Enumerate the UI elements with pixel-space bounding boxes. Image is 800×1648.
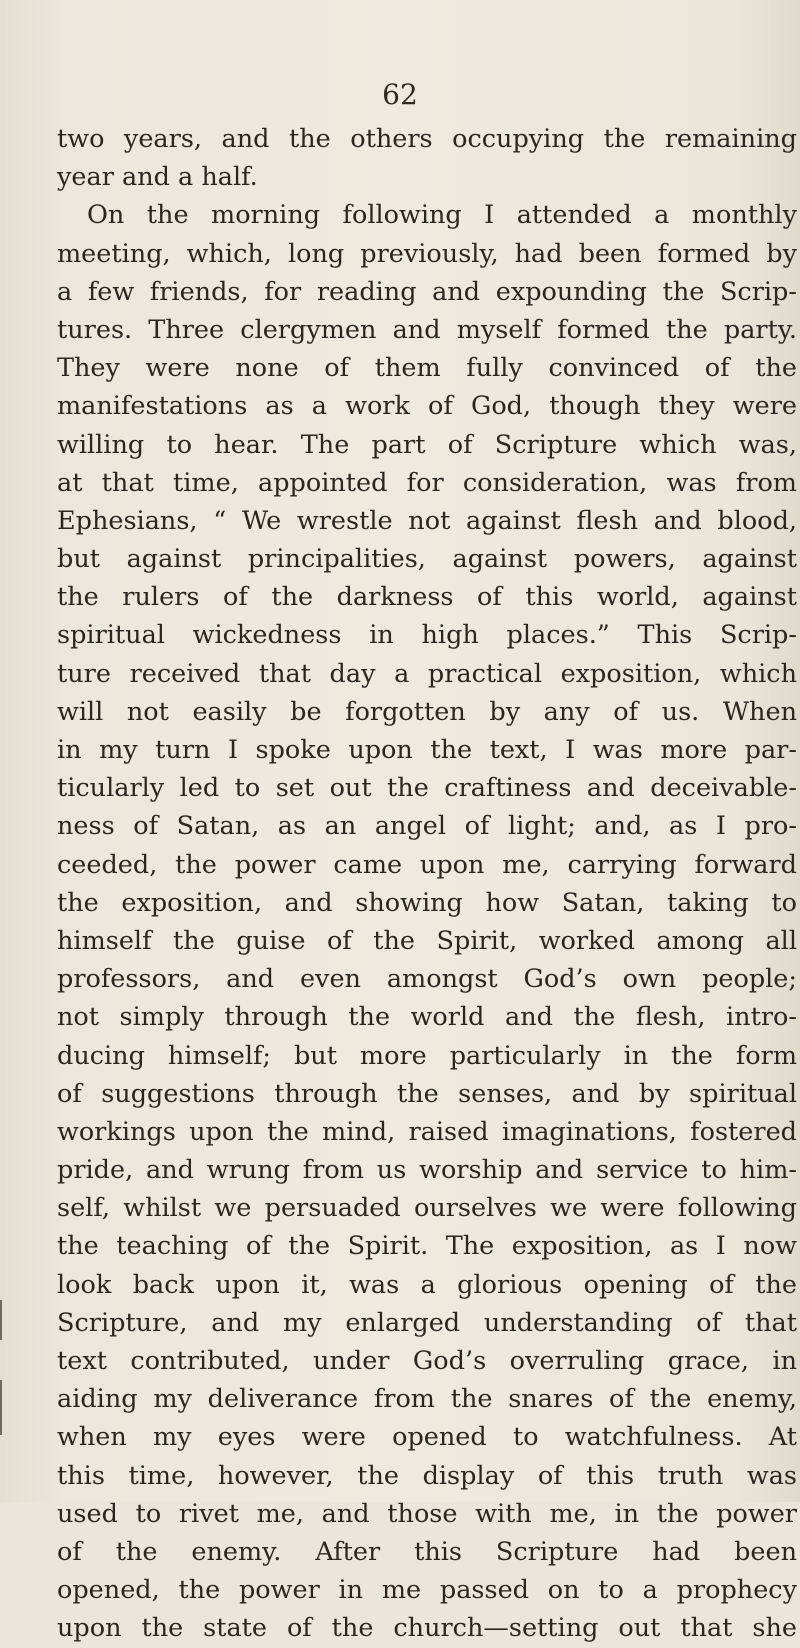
text-line: of the enemy. After this Scripture had been [57,1536,797,1567]
text-line: the teaching of the Spirit. The exposition, as I now [57,1231,797,1262]
body-text [57,120,797,1648]
text-line: himself the guise of the Spirit, worked among all [57,925,797,956]
text-line: Ephesians, “ We wrestle not against flesh and blood, [57,505,797,536]
text-line: at that time, appointed for consideration, was from [57,467,797,498]
text-line: workings upon the mind, raised imaginations, fostered [57,1116,797,1147]
text-line: a few friends, for reading and expounding the Scrip- [57,276,797,307]
page-edge-mark [0,1300,2,1340]
page-edge-mark [0,1380,2,1435]
text-line: ceeded, the power came upon me, carrying forward [57,849,797,880]
text-line: tures. Three clergymen and myself formed the party. [57,314,797,345]
text-line: of suggestions through the senses, and by spiritual [57,1078,797,1109]
text-line: ducing himself; but more particularly in the form [57,1040,797,1071]
text-line: not simply through the world and the flesh, intro- [57,1002,797,1033]
text-line: They were none of them fully convinced of the [57,353,797,384]
text-line: Scripture, and my enlarged understanding of that [57,1307,797,1338]
text-line: ture received that day a practical exposition, which [57,658,797,689]
text-line: meeting, which, long previously, had been formed by [57,238,797,269]
text-line: spiritual wickedness in high places.” This Scrip- [57,620,797,651]
text-line: pride, and wrung from us worship and service to him- [57,1155,797,1186]
text-line: willing to hear. The part of Scripture which was, [57,429,797,460]
text-line: ness of Satan, as an angel of light; and, as I pro- [57,811,797,842]
text-line: text contributed, under God’s overruling grace, in [57,1346,797,1376]
text-line: upon the state of the church—setting out that she [57,1613,797,1644]
text-line: the exposition, and showing how Satan, taking to [57,887,797,918]
text-line: year and a half. [57,162,258,193]
text-line: professors, and even amongst God’s own people; [57,964,797,995]
text-line: in my turn I spoke upon the text, I was more par- [57,735,797,765]
text-line: two years, and the others occupying the remaining [57,124,797,154]
text-line: aiding my deliverance from the snares of the enemy, [57,1384,797,1415]
text-line: manifestations as a work of God, though they were [57,391,797,422]
text-line: used to rivet me, and those with me, in the power [57,1498,797,1529]
text-line: the rulers of the darkness of this world, against [57,582,797,613]
text-line: when my eyes were opened to watchfulness. At [57,1422,797,1453]
text-line: look back upon it, was a glorious opening of the [57,1269,797,1300]
text-line: will not easily be forgotten by any of us. When [57,696,797,727]
text-line: but against principalities, against powers, against [57,544,797,575]
text-line: self, whilst we persuaded ourselves we were following [57,1193,797,1224]
page-number: 62 [382,78,418,111]
text-line: opened, the power in me passed on to a prophecy [57,1575,797,1606]
text-line: this time, however, the display of this truth was [57,1460,797,1491]
text-line: ticularly led to set out the craftiness and deceivable- [57,773,797,804]
paragraph-start-line: On the morning following I attended a monthly [87,200,797,231]
